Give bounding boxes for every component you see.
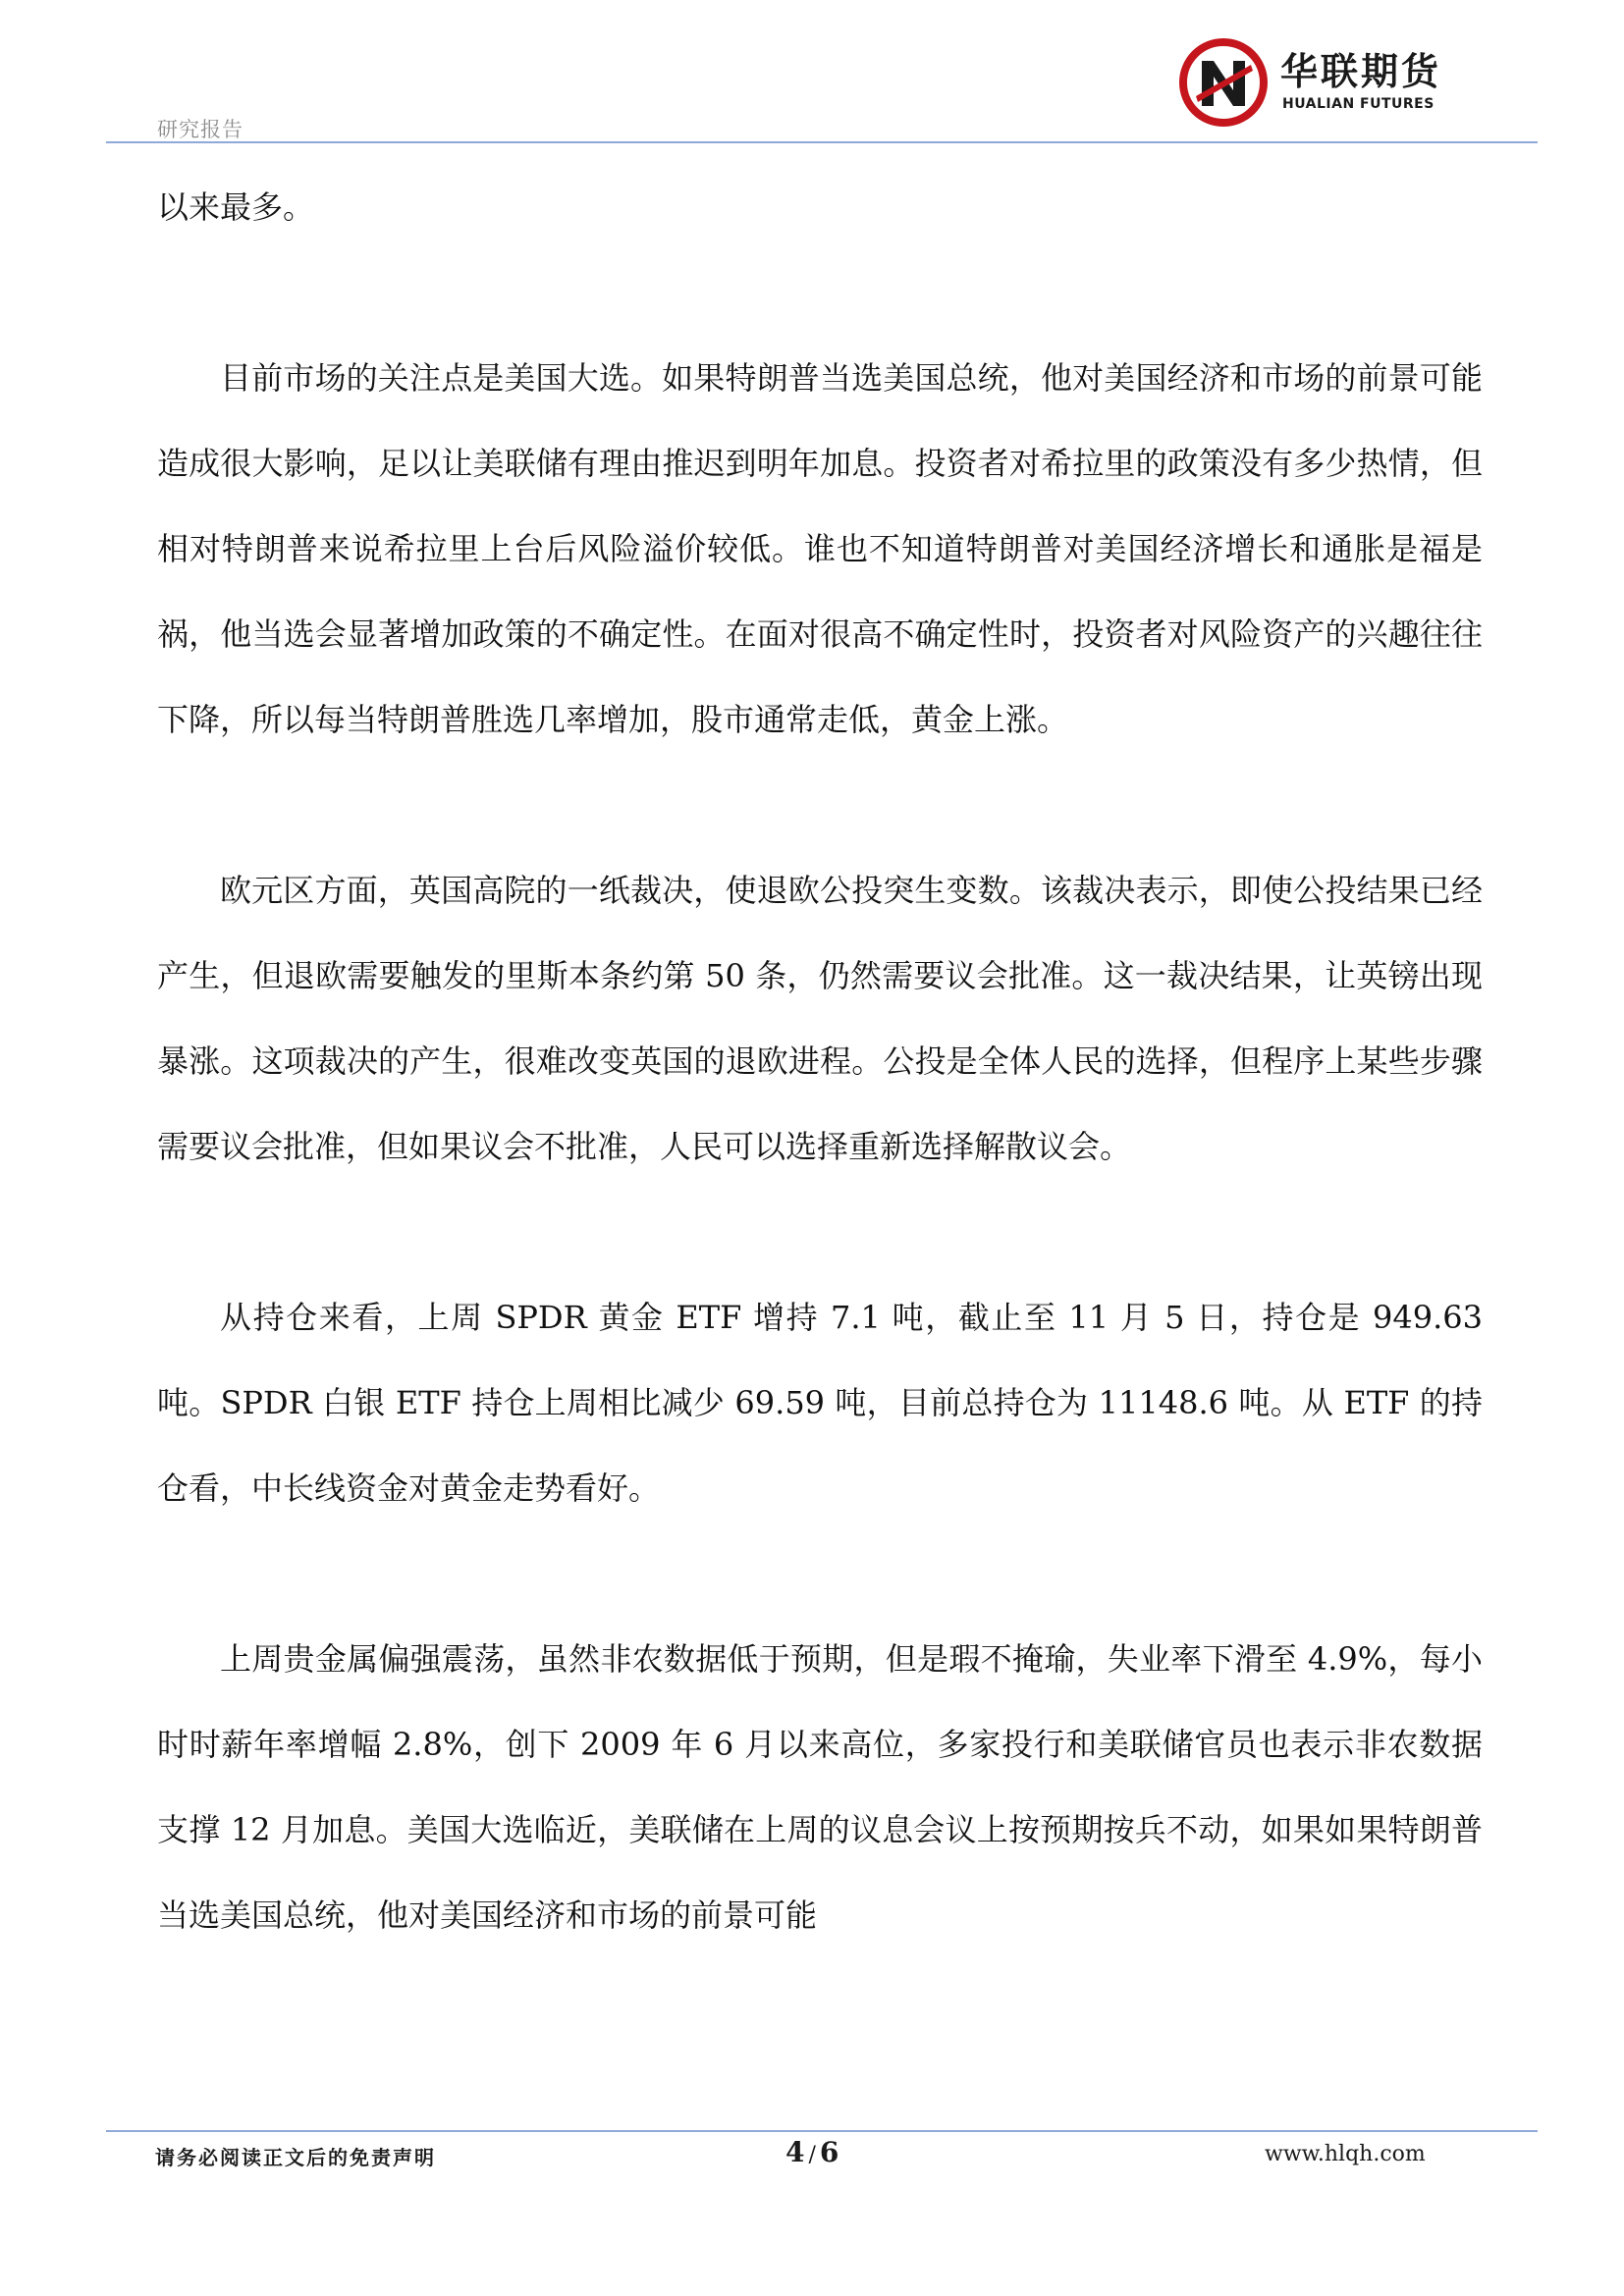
disclaimer-notice: 请务必阅读正文后的免责声明 <box>155 2146 436 2169</box>
logo-name-cn: 华联期货 <box>1280 50 1442 93</box>
section-label: 研究报告 <box>157 118 244 141</box>
paragraph: 目前市场的关注点是美国大选。如果特朗普当选美国总统，他对美国经济和市场的前景可能造成很大影响，足以让美联储有理由推迟到明年加息。投资者对希拉里的政策没有多少热情，但相对特朗普来说希拉里上台后风险溢价较低。谁也不知道特朗普对美国经济增长和通胀是福是祸，他当选会显著增加政策的不确定性。在面对很高不确定性时，投资者对风险资产的兴趣往往下降，所以每当特朗普胜选几率增加，股市通常走低，黄金上涨。 <box>157 359 1483 738</box>
page-current: 4 <box>785 2136 805 2168</box>
hualian-logo-icon <box>1176 35 1271 130</box>
paragraph: 上周贵金属偏强震荡，虽然非农数据低于预期，但是瑕不掩瑜，失业率下滑至 4.9%，每小时时薪年率增幅 2.8%，创下 2009 年 6 月以来高位，多家投行和美联储官员也表示非农数据支撑 12 月加息。美国大选临近，美联储在上周的议息会议上按预期按兵不动，如果如果特朗普当选美国总统，他对美国经济和市场的前景可能 <box>157 1640 1483 1934</box>
footer-divider <box>106 2130 1538 2132</box>
header-divider <box>106 141 1538 143</box>
paragraph: 欧元区方面，英国高院的一纸裁决，使退欧公投突生变数。该裁决表示，即使公投结果已经产生，但退欧需要触发的里斯本条约第 50 条，仍然需要议会批准。这一裁决结果，让英镑出现暴涨。这项裁决的产生，很难改变英国的退欧进程。公投是全体人民的选择，但程序上某些步骤需要议会批准，但如果议会不批准，人民可以选择重新选择解散议会。 <box>157 872 1483 1165</box>
logo-name-en: HUALIAN FUTURES <box>1282 96 1435 112</box>
page-number <box>785 2136 839 2168</box>
page-total: 6 <box>819 2136 839 2168</box>
page-separator: / <box>808 2143 816 2167</box>
website-link[interactable]: www.hlqh.com <box>1265 2142 1426 2166</box>
paragraph: 以来最多。 <box>157 188 315 226</box>
paragraph: 从持仓来看，上周 SPDR 黄金 ETF 增持 7.1 吨，截止至 11 月 5 日，持仓是 949.63 吨。SPDR 白银 ETF 持仓上周相比减少 69.59 吨，目前总持仓为 11148.6 吨。从 ETF 的持仓看，中长线资金对黄金走势看好。 <box>157 1299 1483 1507</box>
report-body <box>157 165 1483 1958</box>
company-logo <box>1176 35 1442 130</box>
